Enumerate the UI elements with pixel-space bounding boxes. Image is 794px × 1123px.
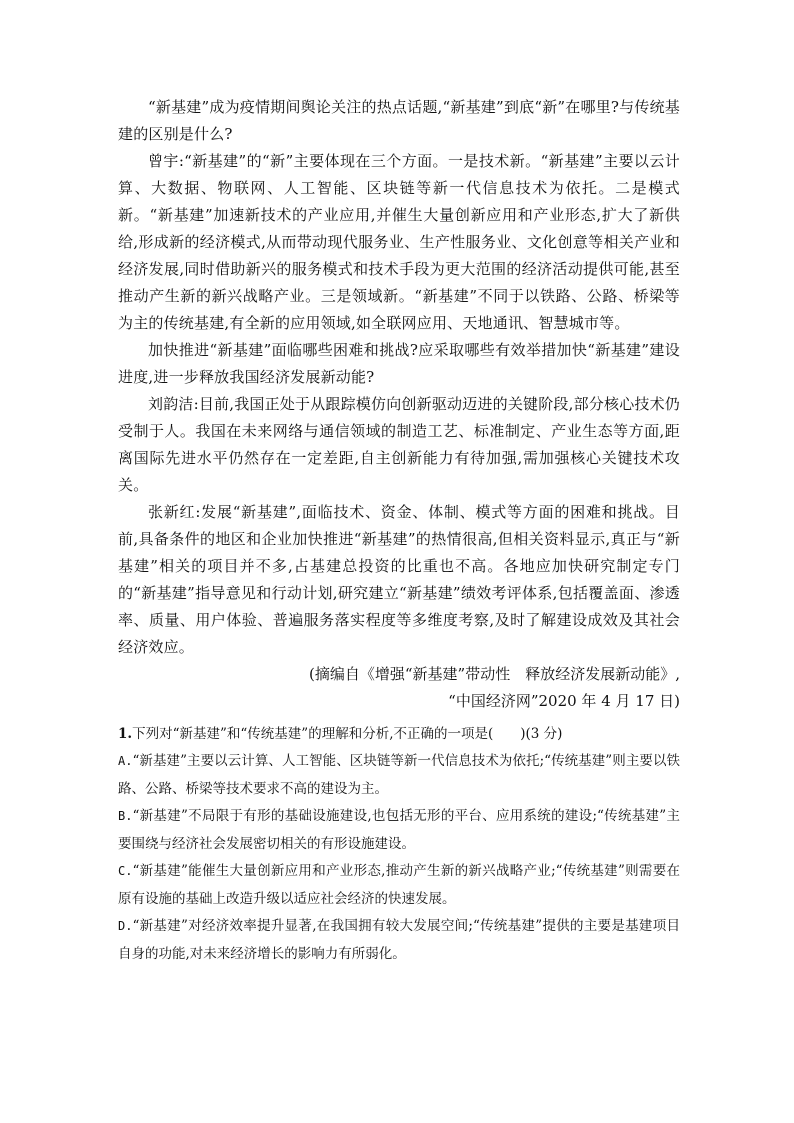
question-text: 下列对“新基建”和“传统基建”的理解和分析,不正确的一项是( )(3 分) (132, 726, 563, 742)
article-paragraph-4: 刘韵洁:目前,我国正处于从跟踪模仿向创新驱动迈进的关键阶段,部分核心技术仍受制于人。我国在未来网络与通信领域的制造工艺、标准制定、产业生态等方面,距离国际先进水平仍然存在一定差距,自主创新能力有待加强,需加强核心关键技术攻关。 (118, 395, 680, 494)
article-paragraph-2: 曾宇:“新基建”的“新”主要体现在三个方面。一是技术新。“新基建”主要以云计算、大数据、物联网、人工智能、区块链等新一代信息技术为依托。二是模式新。“新基建”加速新技术的产业应用,并催生大量创新应用和产业形态,扩大了新供给,形成新的经济模式,从而带动现代服务业、生产性服务业、文化创意等相关产业和经济发展,同时借助新兴的服务模式和技术手段为更大范围的经济活动提供可能,甚至推动产生新的新兴战略产业。三是领域新。“新基建”不同于以铁路、公路、桥梁等为主的传统基建,有全新的应用领域,如全联网应用、天地通讯、智慧城市等。 (118, 152, 680, 332)
option-letter-a: A. (118, 754, 133, 768)
option-a (118, 748, 680, 803)
option-letter-d: D. (118, 919, 133, 933)
option-letter-c: C. (118, 864, 133, 878)
source-citation-line-1: (摘编自《增强“新基建”带动性 释放经济发展新动能》, (309, 665, 680, 683)
option-c (118, 858, 680, 913)
option-b (118, 803, 680, 858)
article-paragraph-1: “新基建”成为疫情期间舆论关注的热点话题,“新基建”到底“新”在哪里?与传统基建的区别是什么? (118, 98, 680, 143)
document-page (118, 94, 680, 968)
option-text-b: “新基建”不局限于有形的基础设施建设,也包括无形的平台、应用系统的建设;“传统基建”主要围绕与经济社会发展密切相关的有形设施建设。 (118, 808, 680, 852)
source-citation-line-2: “中国经济网”2020 年 4 月 17 日) (448, 692, 680, 710)
option-text-a: “新基建”主要以云计算、人工智能、区块链等新一代信息技术为依托;“传统基建”则主要以铁路、公路、桥梁等技术要求不高的建设为主。 (118, 753, 680, 797)
article-paragraph-5: 张新红:发展“新基建”,面临技术、资金、体制、模式等方面的困难和挑战。目前,具备条件的地区和企业加快推进“新基建”的热情很高,但相关资料显示,真正与“新基建”相关的项目并不多,占基建总投资的比重也不高。各地应加快研究制定专门的“新基建”指导意见和行动计划,研究建立“新基建”绩效考评体系,包括覆盖面、渗透率、质量、用户体验、普遍服务落实程度等多维度考察,及时了解建设成效及其社会经济效应。 (118, 503, 680, 656)
option-d (118, 913, 680, 968)
option-text-c: “新基建”能催生大量创新应用和产业形态,推动产生新的新兴战略产业;“传统基建”则需要在原有设施的基础上改造升级以适应社会经济的快速发展。 (118, 863, 680, 907)
question-number: 1. (118, 726, 133, 742)
option-text-d: “新基建”对经济效率提升显著,在我国拥有较大发展空间;“传统基建”提供的主要是基建项目自身的功能,对未来经济增长的影响力有所弱化。 (118, 918, 680, 962)
option-letter-b: B. (118, 809, 133, 823)
question-stem (118, 721, 680, 748)
article-paragraph-3: 加快推进“新基建”面临哪些困难和挑战?应采取哪些有效举措加快“新基建”建设进度,进一步释放我国经济发展新动能? (118, 341, 680, 386)
